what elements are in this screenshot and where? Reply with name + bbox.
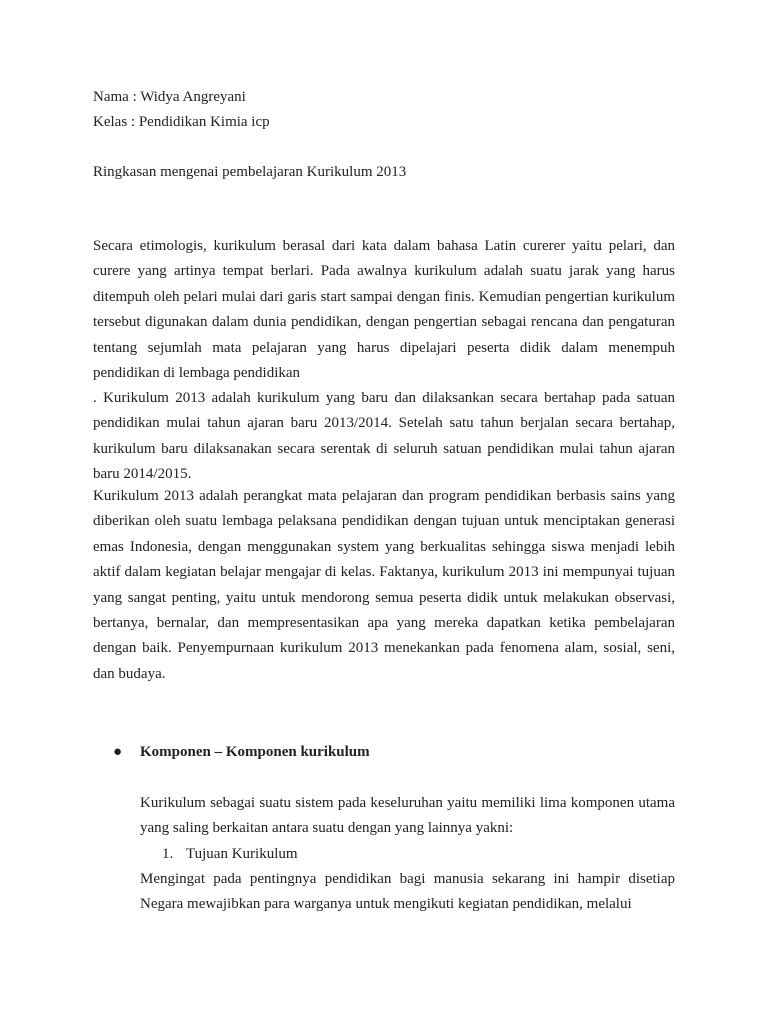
list-item-number: 1. [162, 846, 174, 862]
numbered-list-item [162, 845, 298, 863]
student-name-line: Nama : Widya Angreyani [93, 89, 246, 105]
bullet-icon: ● [113, 744, 123, 760]
list-item-label: Tujuan Kurikulum [186, 846, 298, 862]
section-heading-text: Komponen – Komponen kurikulum [140, 744, 370, 760]
paragraph-etymology: Secara etimologis, kurikulum berasal dari kata dalam bahasa Latin curerer yaitu pelari, dan curere yang artinya tempat berlari. Pada awalnya kurikulum adalah suatu jarak yang harus ditempuh oleh pelari mulai dari garis start sampai dengan finis. Kemudian pengertian kurikulum tersebut digunakan dalam dunia pendidikan, dengan pengertian sebagai rencana dan pengaturan tentang sejumlah mata pelajaran yang harus dipelajari peserta didik dalam menempuh pendidikan di lembaga pendidikan [93, 238, 675, 382]
paragraph-implementation: . Kurikulum 2013 adalah kurikulum yang baru dan dilaksankan secara bertahap pada satuan pendidikan mulai tahun ajaran baru 2013/2014. Setelah satu tahun berjalan secara bertahap, kurikulum baru dilaksanakan secara serentak di seluruh satuan pendidikan mulai tahun ajaran baru 2014/2015. [93, 390, 675, 483]
paragraph-definition: Kurikulum 2013 adalah perangkat mata pelajaran dan program pendidikan berbasis sains yang diberikan oleh suatu lembaga pelaksana pendidikan dengan tujuan untuk menciptakan generasi emas Indonesia, dengan menggunakan system yang berkualitas sehingga siswa menjadi lebih aktif dalam kegiatan belajar mengajar di kelas. Faktanya, kurikulum 2013 ini mempunyai tujuan yang sangat penting, yaitu untuk mendorong semua peserta didik untuk melakukan observasi, bertanya, bernalar, dan mempresentasikan apa yang mereka dapatkan ketika pembelajaran dengan baik. Penyempurnaan kurikulum 2013 menekankan pada fenomena alam, sosial, seni, dan budaya. [93, 488, 675, 682]
student-class-line: Kelas : Pendidikan Kimia icp [93, 114, 270, 130]
item-description-paragraph: Mengingat pada pentingnya pendidikan bagi manusia sekarang ini hampir disetiap Negara mewajibkan para warganya untuk mengikuti kegiatan pendidikan, melalui [140, 871, 675, 913]
document-title: Ringkasan mengenai pembelajaran Kurikulum 2013 [93, 164, 407, 180]
section-heading [93, 743, 370, 761]
section-intro-paragraph: Kurikulum sebagai suatu sistem pada keseluruhan yaitu memiliki lima komponen utama yang saling berkaitan antara suatu dengan yang lainnya yakni: [140, 795, 675, 837]
